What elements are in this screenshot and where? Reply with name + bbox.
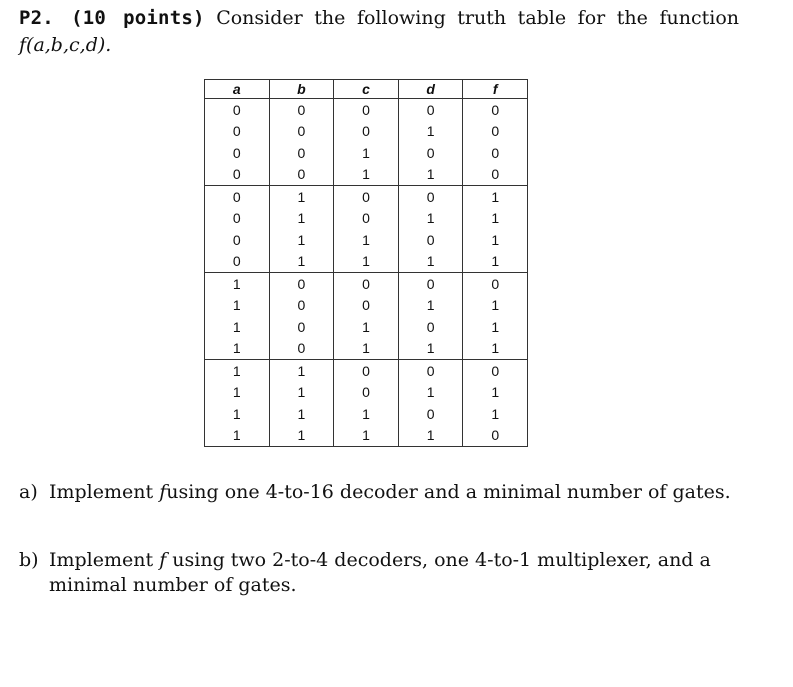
table-row xyxy=(205,121,528,143)
cell-f: 0 xyxy=(463,425,528,447)
cell-b: 0 xyxy=(269,338,334,360)
cell-a: 0 xyxy=(205,186,270,208)
table-row xyxy=(205,382,528,404)
cell-c: 0 xyxy=(334,208,399,230)
cell-b: 0 xyxy=(269,273,334,295)
cell-d: 0 xyxy=(398,229,463,251)
cell-d: 0 xyxy=(398,403,463,425)
table-row xyxy=(205,338,528,360)
table-row xyxy=(205,295,528,317)
cell-d: 0 xyxy=(398,142,463,164)
cell-f: 0 xyxy=(463,360,528,382)
column-header-c: c xyxy=(334,80,399,99)
column-header-f: f xyxy=(463,80,528,99)
cell-d: 0 xyxy=(398,316,463,338)
cell-b: 0 xyxy=(269,142,334,164)
cell-a: 1 xyxy=(205,338,270,360)
truth-table xyxy=(204,79,528,447)
part-b-text: using two 2-to-4 decoders, one 4-to-1 multiplexer, and a xyxy=(172,549,711,571)
cell-d: 0 xyxy=(398,273,463,295)
cell-f: 1 xyxy=(463,251,528,273)
cell-c: 0 xyxy=(334,99,399,121)
cell-a: 1 xyxy=(205,403,270,425)
cell-a: 0 xyxy=(205,251,270,273)
table-row xyxy=(205,425,528,447)
table-row xyxy=(205,229,528,251)
part-a-var: f xyxy=(159,481,167,503)
cell-d: 1 xyxy=(398,251,463,273)
cell-b: 1 xyxy=(269,186,334,208)
cell-f: 0 xyxy=(463,121,528,143)
cell-f: 1 xyxy=(463,295,528,317)
table-row xyxy=(205,251,528,273)
cell-f: 0 xyxy=(463,164,528,186)
cell-c: 1 xyxy=(334,142,399,164)
cell-b: 0 xyxy=(269,316,334,338)
cell-b: 1 xyxy=(269,382,334,404)
truth-table-header xyxy=(205,80,528,99)
cell-f: 1 xyxy=(463,229,528,251)
cell-d: 1 xyxy=(398,382,463,404)
cell-c: 0 xyxy=(334,295,399,317)
cell-c: 1 xyxy=(334,316,399,338)
part-a-text: using one 4-to-16 decoder and a minimal number of gates. xyxy=(166,481,731,503)
cell-f: 1 xyxy=(463,186,528,208)
cell-c: 0 xyxy=(334,186,399,208)
part-a-pre: Implement xyxy=(49,481,160,503)
cell-a: 0 xyxy=(205,142,270,164)
problem-statement xyxy=(19,6,739,31)
cell-b: 1 xyxy=(269,403,334,425)
cell-c: 1 xyxy=(334,251,399,273)
cell-c: 0 xyxy=(334,121,399,143)
cell-c: 1 xyxy=(334,229,399,251)
cell-a: 1 xyxy=(205,360,270,382)
cell-f: 1 xyxy=(463,382,528,404)
cell-a: 0 xyxy=(205,208,270,230)
cell-a: 0 xyxy=(205,121,270,143)
truth-table-body xyxy=(205,99,528,447)
column-header-a: a xyxy=(205,80,270,99)
cell-b: 0 xyxy=(269,295,334,317)
cell-a: 1 xyxy=(205,295,270,317)
cell-a: 1 xyxy=(205,316,270,338)
table-row xyxy=(205,403,528,425)
part-b-pre: Implement xyxy=(49,549,160,571)
table-row xyxy=(205,360,528,382)
cell-d: 0 xyxy=(398,186,463,208)
cell-a: 0 xyxy=(205,99,270,121)
cell-c: 1 xyxy=(334,338,399,360)
cell-b: 0 xyxy=(269,121,334,143)
cell-f: 0 xyxy=(463,273,528,295)
table-row xyxy=(205,99,528,121)
column-header-b: b xyxy=(269,80,334,99)
cell-b: 1 xyxy=(269,251,334,273)
table-row xyxy=(205,142,528,164)
cell-c: 0 xyxy=(334,360,399,382)
cell-b: 1 xyxy=(269,425,334,447)
part-b xyxy=(19,548,749,598)
cell-a: 0 xyxy=(205,229,270,251)
cell-b: 1 xyxy=(269,360,334,382)
part-b-var: f xyxy=(159,549,167,571)
cell-b: 1 xyxy=(269,229,334,251)
cell-b: 0 xyxy=(269,164,334,186)
cell-d: 0 xyxy=(398,360,463,382)
problem-number: P2. (10 points) xyxy=(19,7,205,29)
cell-d: 0 xyxy=(398,99,463,121)
table-row xyxy=(205,208,528,230)
cell-c: 0 xyxy=(334,273,399,295)
part-b-text-line2: minimal number of gates. xyxy=(49,574,297,596)
part-b-label: b) xyxy=(19,549,39,571)
table-row xyxy=(205,316,528,338)
cell-a: 1 xyxy=(205,273,270,295)
cell-c: 1 xyxy=(334,403,399,425)
cell-d: 1 xyxy=(398,121,463,143)
part-a xyxy=(19,480,731,505)
cell-b: 0 xyxy=(269,99,334,121)
cell-f: 0 xyxy=(463,142,528,164)
cell-d: 1 xyxy=(398,164,463,186)
column-header-d: d xyxy=(398,80,463,99)
cell-a: 1 xyxy=(205,425,270,447)
cell-d: 1 xyxy=(398,338,463,360)
problem-intro: Consider the following truth table for the function xyxy=(216,7,739,29)
cell-a: 1 xyxy=(205,382,270,404)
cell-f: 1 xyxy=(463,208,528,230)
table-row xyxy=(205,273,528,295)
part-a-label: a) xyxy=(19,481,38,503)
cell-f: 1 xyxy=(463,403,528,425)
cell-d: 1 xyxy=(398,295,463,317)
cell-d: 1 xyxy=(398,208,463,230)
cell-a: 0 xyxy=(205,164,270,186)
cell-c: 0 xyxy=(334,382,399,404)
table-row xyxy=(205,164,528,186)
cell-c: 1 xyxy=(334,425,399,447)
cell-b: 1 xyxy=(269,208,334,230)
cell-d: 1 xyxy=(398,425,463,447)
function-signature: f(a,b,c,d). xyxy=(19,34,112,56)
cell-f: 1 xyxy=(463,338,528,360)
cell-f: 0 xyxy=(463,99,528,121)
table-row xyxy=(205,186,528,208)
cell-c: 1 xyxy=(334,164,399,186)
cell-f: 1 xyxy=(463,316,528,338)
